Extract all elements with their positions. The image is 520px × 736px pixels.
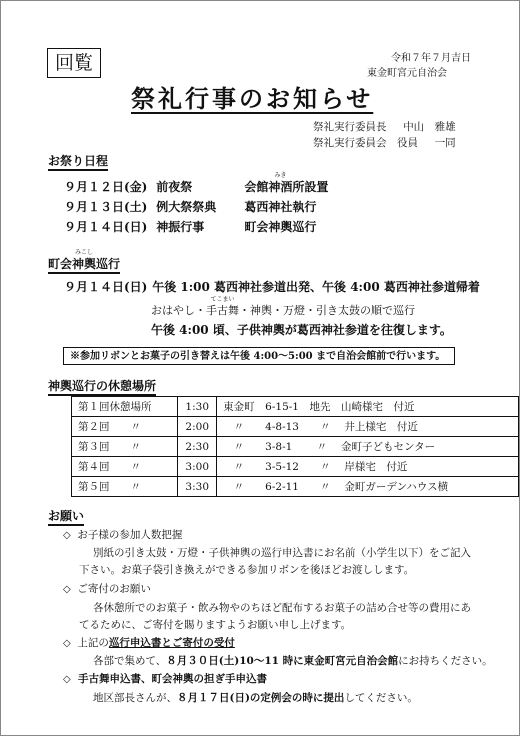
table-row	[72, 477, 519, 497]
ruby-reading: みき	[274, 172, 287, 179]
association-name: 東金町宮元自治会	[367, 68, 447, 79]
rest-label-cell: 第５回 〃	[72, 477, 178, 497]
mikoshi-heading: 町会神輿 みこし 巡行	[48, 255, 120, 272]
rest-places-table	[71, 396, 519, 497]
signature-line-1	[313, 119, 456, 134]
rest-label-cell: 第４回 〃	[72, 457, 178, 477]
request-body-line: 各休憩所でのお菓子・飲み物やのちほど配布するお菓子の詰め合せ等の費用にあ	[93, 602, 471, 614]
request-item: ◇ ご寄付のお願い	[63, 583, 151, 595]
rest-time-cell: 3:00	[178, 457, 217, 477]
requests-heading: お願い	[48, 507, 84, 524]
issue-date: 令和７年７月吉日	[391, 53, 471, 64]
signature-name: 中山 雅雄	[403, 121, 456, 133]
table-row	[72, 397, 519, 417]
rest-label-cell: 第３回 〃	[72, 437, 178, 457]
diamond-bullet-icon: ◇	[63, 674, 71, 685]
schedule-event: 神振行事	[156, 220, 205, 234]
rest-place-cell: 〃 6-2-11 〃 金町ガーデンハウス横	[217, 477, 519, 497]
schedule-detail: 町会神輿巡行	[244, 220, 317, 234]
ruby-reading: てこまい	[210, 296, 235, 303]
rest-places-heading: 神輿巡行の休憩場所	[48, 377, 156, 394]
kairan-box: 回覧	[47, 48, 101, 78]
rest-time-cell: 2:30	[178, 437, 217, 457]
table-row	[72, 457, 519, 477]
signature-line-2	[313, 135, 456, 150]
schedule-date: ９月１２日(金)	[64, 180, 148, 194]
schedule-date: ９月１３日(土)	[64, 200, 148, 214]
rest-place-cell: 〃 3-8-1 〃 金町子どもセンター	[217, 437, 519, 457]
ruby-reading: みこし	[75, 249, 94, 256]
mikoshi-date: ９月１４日(日)	[64, 280, 148, 294]
rest-place-cell: 〃 3-5-12 〃 岸様宅 付近	[217, 457, 519, 477]
request-item: ◇ 上記の巡行申込書とご寄付の受付	[63, 637, 235, 649]
schedule-detail: 会館神酒 みき 所設置	[244, 172, 329, 194]
diamond-bullet-icon: ◇	[63, 638, 71, 649]
mikoshi-time-text: 午後 1:00 葛西神社参道出発、午後 4:00 葛西神社参道帰着	[152, 280, 480, 294]
rest-label-cell: 第２回 〃	[72, 417, 178, 437]
rest-time-cell: 2:00	[178, 417, 217, 437]
rest-time-cell: 3:30	[178, 477, 217, 497]
signature-role: 祭礼実行委員会 役員	[313, 137, 418, 149]
schedule-event: 例大祭祭典	[156, 200, 217, 214]
request-body-line: 各部で集めて、８月３０日(土)10～11 時に東金町宮元自治会館にお持ちください。	[93, 655, 493, 667]
request-item: ◇ 手古舞申込書、町会神輿の担ぎ手申込書	[63, 673, 268, 685]
rest-label-cell: 第１回休憩場所	[72, 397, 178, 417]
rest-place-cell: 〃 4-8-13 〃 井上様宅 付近	[217, 417, 519, 437]
schedule-row	[64, 218, 316, 235]
mikoshi-line-3: 午後 4:00 頃、子供神輿が葛西神社参道を往復します。	[151, 323, 452, 337]
schedule-row	[64, 172, 329, 195]
schedule-detail: 葛西神社執行	[244, 200, 317, 214]
table-row	[72, 417, 519, 437]
request-body-line: 地区部長さんが、８月１７日(日)の定例会の時に提出してください。	[93, 692, 418, 704]
schedule-heading: お祭り日程	[48, 152, 108, 169]
signature-role: 祭礼実行委員長	[313, 121, 387, 133]
schedule-event: 前夜祭	[156, 180, 193, 194]
request-body-line: てるために、ご寄付を賜りますようお願い申し上げます。	[79, 619, 352, 631]
schedule-date: ９月１４日(日)	[64, 220, 148, 234]
diamond-bullet-icon: ◇	[63, 530, 71, 541]
schedule-row	[64, 198, 316, 215]
mikoshi-line-2: おはやし・手古舞 てこまい ・神輿・万燈・引き太鼓の順で巡行	[151, 296, 415, 317]
diamond-bullet-icon: ◇	[63, 584, 71, 595]
rest-place-cell: 東金町 6-15-1 地先 山崎様宅 付近	[217, 397, 519, 417]
request-body-line: 別紙の引き太鼓・万燈・子供神輿の巡行申込書にお名前（小学生以下）をご記入	[93, 547, 471, 559]
page-title: 祭礼行事のお知らせ	[131, 84, 374, 113]
request-body-line: 下さい。お菓子袋引き換えができる参加リボンを後ほどお渡しします。	[79, 564, 415, 576]
mikoshi-line-1	[64, 278, 480, 295]
notice-box: ※参加リボンとお菓子の引き替えは午後 4:00～5:00 まで自治会館前で行います。	[63, 347, 455, 365]
signature-name: 一同	[434, 137, 456, 149]
table-row	[72, 437, 519, 457]
request-item: ◇ お子様の参加人数把握	[63, 529, 183, 541]
rest-time-cell: 1:30	[178, 397, 217, 417]
